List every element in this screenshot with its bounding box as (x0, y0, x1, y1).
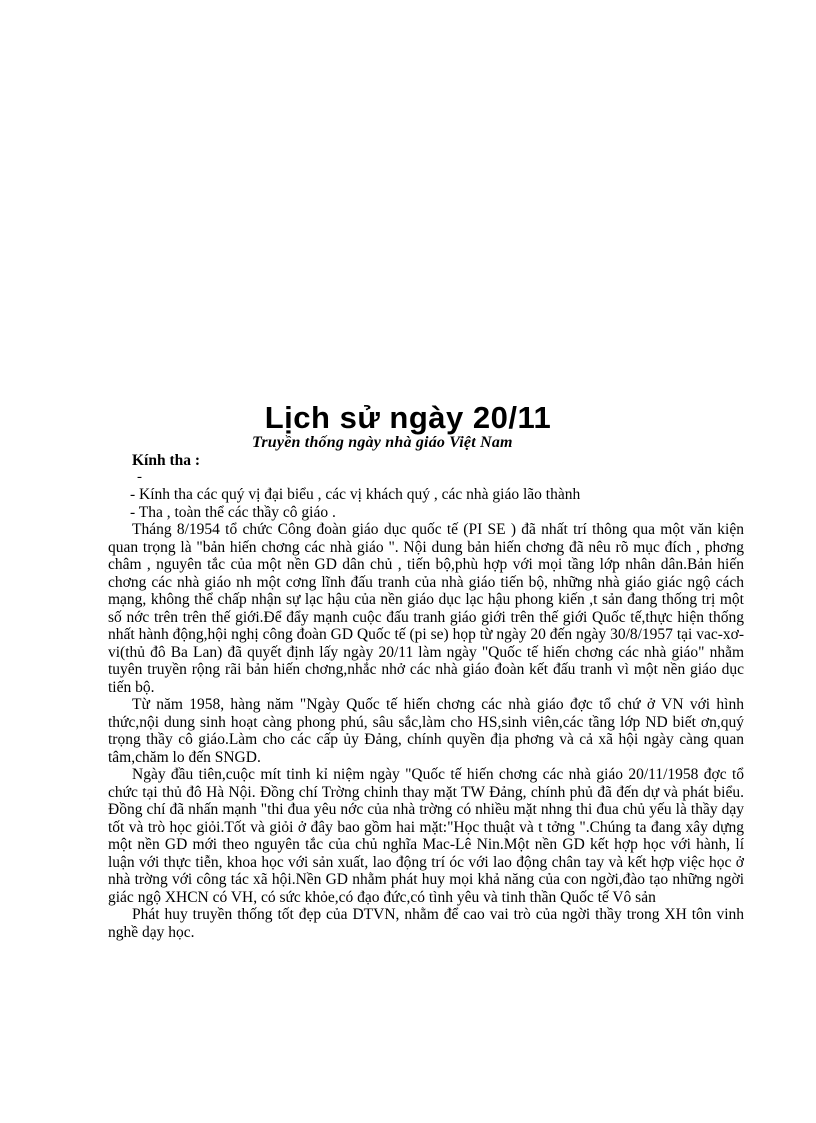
address-line-teachers: - Tha , toàn thể các thầy cô giáo . (130, 503, 336, 521)
paragraph-history: Tháng 8/1954 tổ chức Công đoàn giáo dục quốc tế (PI SE ) đã nhất trí thông qua một văn kiện quan trọng là "bản hiến chơng các nhà giáo ". Nội dung bản hiến chơng đã nêu rõ mục đích , phơng châm , nguyên tắc của một nền GD dân chủ , tiến bộ,phù hợp với mọi tầng lớp nhân dân.Bản hiến chơng các nhà giáo nh một cơng lĩnh đấu tranh của nhà giáo tiến bộ, những nhà giáo giác ngộ cách mạng, không thể chấp nhận sự lạc hậu của nền giáo dục lạc hậu phong kiến ,t sản đang thống trị một số nớc trên trên thế giới.Để đẩy mạnh cuộc đấu tranh giáo giới trên thế giới Quốc tế,thực hiện thống nhất hành động,hội nghị công đoàn GD Quốc tế (pi se) họp từ ngày 20 đến ngày 30/8/1957 tại vac-xơ-vi(thủ đô Ba Lan) đã quyết định lấy ngày 20/11 làm ngày "Quốc tế hiến chơng các nhà giáo" nhằm tuyên truyền rộng rãi bản hiến chơng,nhắc nhở các nhà giáo đoàn kết đấu tranh vì một nền giáo dục tiến bộ. (108, 521, 744, 696)
paragraph-conclusion: Phát huy truyền thống tốt đẹp của DTVN, nhằm để cao vai trò của ngời thầy trong XH tôn vinh nghề dạy học. (108, 906, 744, 941)
empty-bullet-line: - (137, 469, 142, 485)
greeting: Kính tha : (132, 452, 201, 469)
document-body (108, 486, 744, 941)
address-line-guests: - Kính tha các quý vị đại biểu , các vị khách quý , các nhà giáo lão thành (130, 486, 581, 503)
subtitle: Truyền thống ngày nhà giáo Việt Nam (252, 434, 513, 451)
paragraph-vietnam: Từ năm 1958, hàng năm "Ngày Quốc tế hiến chơng các nhà giáo đợc tổ chứ ở VN với hình thức,nội dung sinh hoạt càng phong phú, sâu sắc,làm cho HS,sinh viên,các tầng lớp ND biết ơn,quý trọng thầy cô giáo.Làm cho các cấp ủy Đảng, chính quyền địa phơng và cả xã hội ngày càng quan tâm,chăm lo đến SNGD. (108, 696, 744, 766)
paragraph-first-day: Ngày đầu tiên,cuộc mít tinh kỉ niệm ngày "Quốc tế hiến chơng các nhà giáo 20/11/1958 đợc tổ chức tại thủ đô Hà Nội. Đồng chí Trờng chinh thay mặt TW Đảng, chính phủ đã đến dự và phát biểu. Đồng chí đã nhấn mạnh "thi đua yêu nớc của nhà trờng có nhiều mặt nhng thi đua chủ yếu là thầy dạy tốt và trò học giỏi.Tốt và giỏi ở đây bao gồm hai mặt:"Học thuật và t tởng ".Chúng ta đang xây dựng một nền GD mới theo nguyên tắc của chủ nghĩa Mac-Lê Nin.Một nền GD kết hợp học với hành, lí luận với thực tiễn, khoa học với sản xuất, lao động trí óc với lao động chân tay và kết hợp việc học ở nhà trờng với công tác xã hội.Nền GD nhằm phát huy mọi khả năng của con ngời,đào tạo những ngời giác ngộ XHCN có VH, có sức khỏe,có đạo đức,có tình yêu và tinh thần Quốc tế Vô sản (108, 766, 744, 906)
page-title: Lịch sử ngày 20/11 (264, 400, 552, 435)
